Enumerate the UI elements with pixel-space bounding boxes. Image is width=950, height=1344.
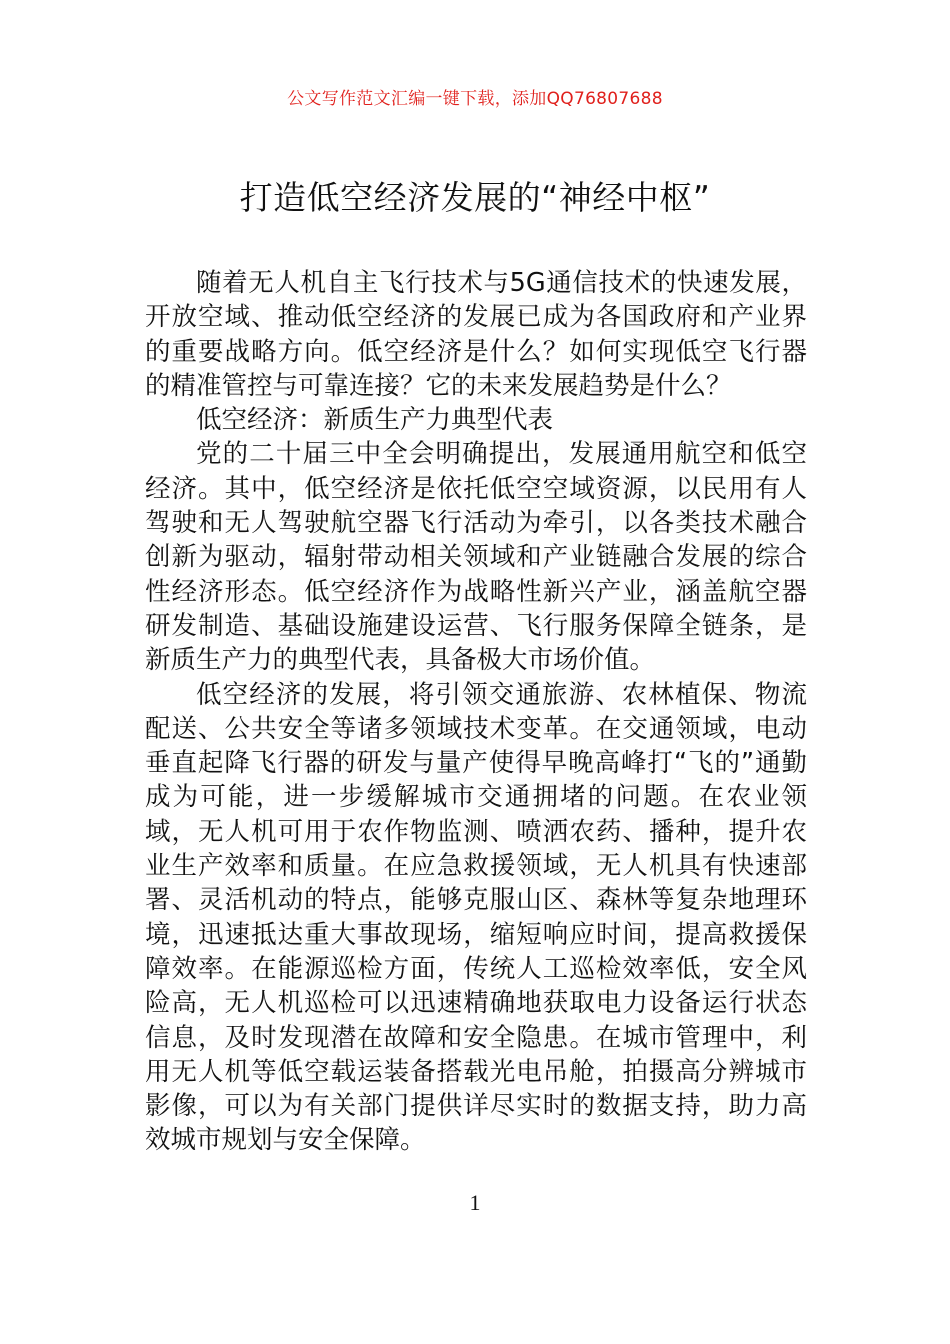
header-promo-note: 公文写作范文汇编一键下载，添加QQ76807688 [287,89,663,109]
page-number: 1 [469,1190,481,1215]
paragraph-applications: 低空经济的发展，将引领交通旅游、农林植保、物流配送、公共安全等诸多领域技术变革。在交通领域，电动垂直起降飞行器的研发与量产使得早晚高峰打“飞的”通勤成为可能，进一步缓解城市交通拥堵的问题。在农业领域，无人机可用于农作物监测、喷洒农药、播种，提升农业生产效率和质量。在应急救援领域，无人机具有快速部署、灵活机动的特点，能够克服山区、森林等复杂地理环境，迅速抵达重大事故现场，缩短响应时间，提高救援保障效率。在能源巡检方面，传统人工巡检效率低，安全风险高，无人机巡检可以迅速精确地获取电力设备运行状态信息，及时发现潜在故障和安全隐患。在城市管理中，利用无人机等低空载运装备搭载光电吊舱，拍摄高分辨城市影像，可以为有关部门提供详尽实时的数据支持，助力高效城市规划与安全保障。 [145,679,807,1156]
paragraph-definition: 党的二十届三中全会明确提出，发展通用航空和低空经济。其中，低空经济是依托低空空域资源，以民用有人驾驶和无人驾驶航空器飞行活动为牵引，以各类技术融合创新为驱动，辐射带动相关领域和产业链融合发展的综合性经济形态。低空经济作为战略性新兴产业，涵盖航空器研发制造、基础设施建设运营、飞行服务保障全链条，是新质生产力的典型代表，具备极大市场价值。 [145,439,807,676]
document-body [145,266,807,1158]
section-heading: 低空经济：新质生产力典型代表 [196,405,554,436]
document-title: 打造低空经济发展的“神经中枢” [239,178,711,217]
paragraph-intro: 随着无人机自主飞行技术与5G通信技术的快速发展，开放空域、推动低空经济的发展已成为各国政府和产业界的重要战略方向。低空经济是什么？如何实现低空飞行器的精准管控与可靠连接？它的未来发展趋势是什么？ [145,268,807,401]
